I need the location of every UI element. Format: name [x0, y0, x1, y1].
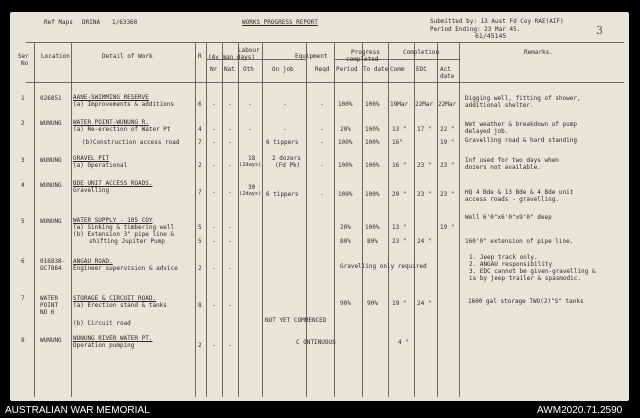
- row-detail: (b)Construction access road: [82, 139, 180, 146]
- row-remark: Wet weather & breakdown of pump: [465, 121, 577, 128]
- row-period: 80%: [340, 238, 351, 245]
- row-remark: HQ 4 Bde & 13 Bde & 4 Bde unit: [465, 189, 574, 196]
- row-location: NO 6: [40, 309, 55, 316]
- row-oth: -: [248, 126, 252, 133]
- row-detail: Operation pumping: [73, 342, 135, 349]
- row-nat: -: [228, 162, 232, 169]
- row-nr: -: [212, 139, 216, 146]
- row-comm: 19 ": [392, 300, 407, 307]
- row-title: ANGAU ROAD.: [73, 258, 113, 265]
- row-detail: shifting Jupiter Pump: [89, 238, 165, 245]
- row-to-date: 100%: [365, 224, 380, 231]
- row-edc: 24 ": [417, 300, 432, 307]
- row-ser: 6: [21, 258, 25, 265]
- row-title: BDE UNIT ACCESS ROADS.: [73, 180, 153, 187]
- row-r: 4: [198, 126, 202, 133]
- row-reqd: -: [320, 101, 324, 108]
- row-location: WUNUNG: [40, 182, 62, 189]
- row-location: 016838-: [40, 258, 66, 265]
- row-act: 23 ": [440, 191, 455, 198]
- row-act: 23 ": [440, 162, 455, 169]
- col-nr: Nr: [210, 66, 218, 73]
- col-no: No: [21, 60, 29, 67]
- archive-footer: [0, 401, 640, 418]
- col-rule: [362, 42, 363, 397]
- row-edc: 23 ": [417, 162, 432, 169]
- row-remark: Inf used for two days when: [465, 157, 559, 164]
- row-edc: 22Mar: [415, 101, 434, 108]
- col-progress: Progress: [351, 49, 380, 56]
- row-nat: -: [228, 139, 232, 146]
- row-nr: -: [212, 342, 216, 349]
- document-title: WORKS PROGRESS REPORT: [242, 19, 318, 26]
- row-equipment: -: [283, 126, 287, 133]
- row-nr: -: [212, 265, 216, 272]
- row-to-date: 100%: [365, 126, 380, 133]
- col-ser: Ser: [18, 53, 29, 60]
- row-remark: Gravelling road & hard standing: [465, 137, 577, 144]
- row-to-date: 100%: [365, 191, 380, 198]
- col-period: Period: [336, 66, 358, 73]
- row-equipment: -: [283, 101, 287, 108]
- row-ser: 4: [21, 182, 25, 189]
- row-title: AANE-SWIMMING RESERVE: [73, 94, 149, 101]
- row-location: 026851: [40, 95, 62, 102]
- col-rule: [222, 42, 223, 397]
- period-ending: Period Ending: 23 Mar 45.: [430, 26, 521, 33]
- row-oth-days: (2days): [239, 162, 262, 168]
- col-act: Act: [440, 66, 451, 73]
- col-oth: Oth: [243, 66, 254, 73]
- row-ser: 2: [21, 120, 25, 127]
- row-detail: Engineer supervision & advice: [73, 265, 178, 272]
- row-comm: 4 ": [398, 339, 409, 346]
- submitted-by: Submitted by: 13 Aust Fd Coy RAE(AIF): [430, 18, 564, 25]
- col-comm: Comm: [390, 66, 405, 73]
- row-r: 6: [198, 101, 202, 108]
- row-r: 7: [198, 139, 202, 146]
- col-nat: Nat: [224, 66, 235, 73]
- row-detail: (a) Erection stand & tanks: [73, 302, 167, 309]
- row-status-note: C ONTINUOUS: [296, 339, 336, 346]
- row-comm: 23 ": [392, 238, 407, 245]
- col-rule: [388, 42, 389, 397]
- row-nat: -: [228, 189, 232, 196]
- col-rule: [414, 42, 415, 397]
- row-remark: 1600 gal storage TWO(2)"S" tanks: [468, 298, 584, 305]
- row-remark: 1. Jeep track only.: [469, 254, 538, 261]
- row-edc: 23 ": [417, 191, 432, 198]
- row-equipment: 6 tippers: [266, 191, 299, 198]
- row-title: WATER POINT-WUNUNG R.: [73, 119, 149, 126]
- row-ser: 3: [21, 157, 25, 164]
- row-act: 22 ": [440, 126, 455, 133]
- row-status-note: NOT YET COMMENCED: [265, 317, 327, 324]
- row-title: STORAGE & CIRCUIT ROAD.: [73, 295, 157, 302]
- row-r: 5: [198, 224, 202, 231]
- footer-accession-number: AWM2020.71.2590: [537, 405, 623, 416]
- row-to-date: 80%: [367, 238, 378, 245]
- row-nr: -: [212, 238, 216, 245]
- ref-maps-label: Ref Maps: [44, 19, 73, 26]
- row-ser: 1: [21, 95, 25, 102]
- row-nat: -: [228, 224, 232, 231]
- row-period: 20%: [340, 224, 351, 231]
- col-man-days: (Av man days): [208, 54, 255, 61]
- handwritten-mark: 3: [596, 24, 603, 37]
- document-page: [10, 12, 629, 401]
- col-location: Location: [41, 53, 70, 60]
- row-nat: -: [228, 126, 232, 133]
- row-comm: 13 ": [392, 126, 407, 133]
- col-remarks: Remarks.: [524, 49, 553, 56]
- row-remark: 3. EDC cannot be given-gravelling &: [469, 268, 596, 275]
- col-on-job: On job: [272, 66, 294, 73]
- row-edc: 17 ": [417, 126, 432, 133]
- col-rule: [262, 42, 263, 397]
- row-nr: -: [212, 189, 216, 196]
- col-to-date: To date: [363, 66, 389, 73]
- row-nr: -: [212, 126, 216, 133]
- footer-institution: AUSTRALIAN WAR MEMORIAL: [5, 405, 150, 416]
- col-labour: Labour: [238, 47, 260, 54]
- row-act: 22Mar: [438, 101, 457, 108]
- row-remark: Well 6'0"x6'0"x9'0" deep: [465, 214, 552, 221]
- row-detail: (a) Sinking & timbering well: [73, 224, 175, 231]
- row-oth: 18: [248, 155, 256, 162]
- row-nat: -: [228, 302, 232, 309]
- row-r: 7: [198, 189, 202, 196]
- row-detail: (a) Improvements & additions: [73, 101, 175, 108]
- col-completion: Completion: [403, 49, 440, 56]
- row-location: OC7864: [40, 265, 62, 272]
- row-nr: -: [212, 224, 216, 231]
- row-to-date: 100%: [365, 162, 380, 169]
- row-span-note: Gravelling only required: [340, 263, 427, 270]
- row-comm: 20 ": [392, 191, 407, 198]
- reference-number: 61/45145: [475, 32, 507, 40]
- row-r: 2: [198, 342, 202, 349]
- col-completed: completed: [346, 56, 379, 63]
- row-reqd: -: [320, 191, 324, 198]
- row-r: 2: [198, 265, 202, 272]
- col-rule: [71, 42, 72, 397]
- row-equipment-source: (Fd Pk): [275, 162, 301, 169]
- row-to-date: 90%: [367, 300, 378, 307]
- row-to-date: 100%: [365, 101, 380, 108]
- row-r: 8: [198, 302, 202, 309]
- row-period: 90%: [340, 300, 351, 307]
- row-location: WUNUNG: [40, 120, 62, 127]
- row-remark: 160'0" extension of pipe line.: [465, 238, 574, 245]
- row-detail: Gravelling: [73, 187, 110, 194]
- row-detail: (b) Circuit road: [73, 320, 131, 327]
- col-reqd: Reqd: [315, 66, 330, 73]
- row-equipment: 2 dozers: [272, 155, 301, 162]
- row-nat: -: [228, 238, 232, 245]
- row-location: WUNUNG: [40, 157, 62, 164]
- row-title: GRAVEL PIT: [73, 155, 110, 162]
- col-rule: [459, 42, 460, 397]
- row-location: WATER: [40, 295, 59, 302]
- col-rule: [238, 42, 239, 397]
- row-period: 100%: [338, 191, 353, 198]
- row-comm: 16 ": [392, 162, 407, 169]
- col-r: R: [198, 53, 202, 60]
- col-rule: [206, 42, 207, 397]
- row-period: 100%: [338, 139, 353, 146]
- row-nat: -: [228, 265, 232, 272]
- row-oth: 30: [248, 184, 256, 191]
- row-location: POINT: [40, 302, 59, 309]
- col-rule: [34, 42, 35, 397]
- row-oth-days: (2days): [239, 191, 262, 197]
- row-r: 5: [198, 238, 202, 245]
- row-nat: -: [228, 101, 232, 108]
- row-oth: -: [248, 101, 252, 108]
- row-period: 100%: [338, 162, 353, 169]
- col-equipment: Equipment: [295, 53, 328, 60]
- row-reqd: -: [320, 139, 324, 146]
- row-r: 2: [198, 162, 202, 169]
- row-remark: is by jeep trailer & spasmodic.: [469, 275, 581, 282]
- row-to-date: 100%: [365, 139, 380, 146]
- map-scale: 1/63360: [112, 19, 138, 26]
- row-nr: -: [212, 162, 216, 169]
- row-remark: access roads - gravelling.: [465, 196, 559, 203]
- row-remark: additional shelter.: [465, 102, 534, 109]
- row-comm: 13 ": [392, 224, 407, 231]
- row-remark: dozers not available.: [465, 164, 541, 171]
- completion-sub-rule: [388, 59, 459, 60]
- row-ser: 7: [21, 295, 25, 302]
- col-rule: [437, 42, 438, 397]
- row-nr: -: [212, 101, 216, 108]
- row-detail: (a) Re-erection of Water Pt: [73, 126, 171, 133]
- row-comm: 16": [392, 139, 403, 146]
- col-edc: EDC: [416, 66, 427, 73]
- col-rule: [195, 42, 196, 397]
- row-location: WUNUNG: [40, 337, 62, 344]
- row-edc: 24 ": [417, 238, 432, 245]
- row-remark: 2. ANGAU responsibility: [469, 261, 553, 268]
- row-act: 19 ": [440, 224, 455, 231]
- map-name: DRINA: [82, 19, 101, 26]
- row-ser: 5: [21, 218, 25, 225]
- table-top-rule: [26, 42, 624, 43]
- row-comm: 19Mar: [390, 101, 409, 108]
- row-act: 19 ": [440, 139, 455, 146]
- col-date: date: [440, 73, 455, 80]
- header-bottom-rule: [26, 82, 624, 83]
- row-equipment: 6 tippers: [266, 139, 299, 146]
- row-location: WUNUNG: [40, 218, 62, 225]
- row-period: 100%: [338, 101, 353, 108]
- row-title: WUNUNG RIVER WATER PT.: [73, 335, 153, 342]
- row-nr: -: [212, 302, 216, 309]
- col-detail: Detail of Work: [102, 53, 153, 60]
- row-title: WATER SUPPLY - 105 COY: [73, 217, 153, 224]
- row-nat: -: [228, 342, 232, 349]
- row-period: 20%: [340, 126, 351, 133]
- row-reqd: -: [320, 126, 324, 133]
- row-reqd: -: [320, 162, 324, 169]
- row-remark: Digging well, fitting of shower,: [465, 95, 581, 102]
- row-detail: (a) Operational: [73, 162, 128, 169]
- row-detail: (b) Extension 3" pipe line &: [73, 231, 175, 238]
- row-remark: delayed job.: [465, 128, 509, 135]
- row-ser: 8: [21, 337, 25, 344]
